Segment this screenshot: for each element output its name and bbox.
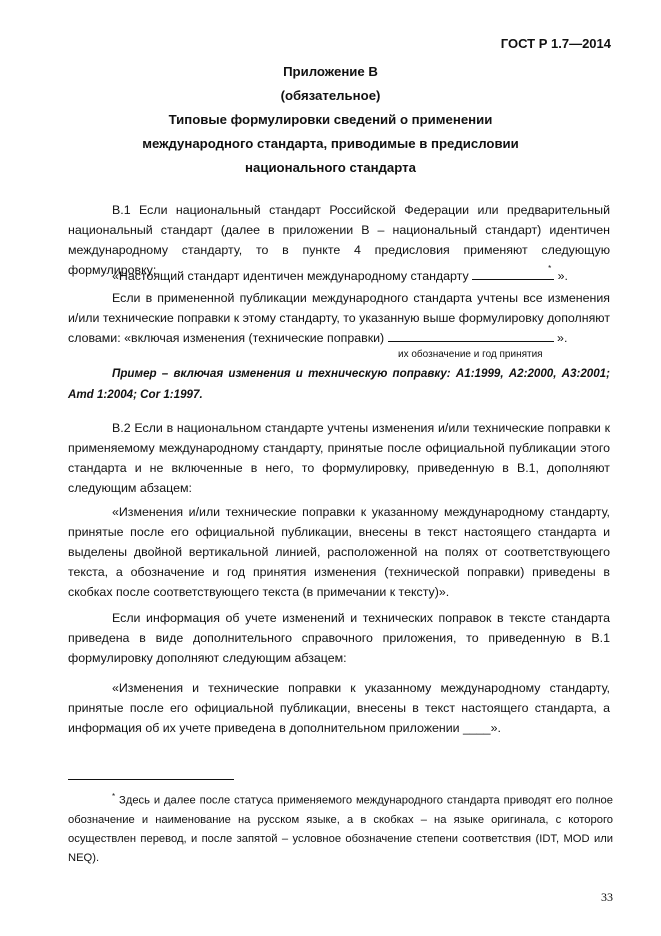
b1-quote-text: «Настоящий стандарт идентичен международному стандарту: [112, 269, 473, 283]
example-text: Пример – включая изменения и техническую поправку: А1:1999, А2:2000, А3:2001; Amd 1:2004; Cor 1:1997.: [68, 367, 610, 401]
blank-line: [388, 328, 554, 342]
b1-changes-end: ».: [553, 331, 568, 345]
paragraph-b1-changes: [68, 288, 610, 348]
appendix-heading-line-2: международного стандарта, приводимые в предисловии: [142, 136, 519, 151]
paragraph-b2-quote: «Изменения и/или технические поправки к указанному международному стандарту, принятые после его официальной публикации, внесены в текст настоящего стандарта и выделены двойной вертикальной линией, расположенной на полях от соответствующего текста, а обозначение и год принятия изменения (технической поправки) приведены в скобках после соответствующего текста (в примечании к тексту)».: [68, 505, 610, 599]
appendix-heading-line-3: национального стандарта: [245, 160, 416, 175]
blank-caption: их обозначение и год принятия: [398, 349, 543, 360]
blank-line: [472, 266, 554, 280]
footnote-separator: [68, 779, 234, 780]
paragraph-b2-info: Если информация об учете изменений и технических поправок в тексте стандарта приведена в виде дополнительного справочного приложения, то приведенную в В.1 формулировку дополняют следующим абзацем:: [68, 611, 610, 665]
footnote-marker: *: [548, 264, 552, 273]
footnote-text: Здесь и далее после статуса применяемого международного стандарта приводят его полное обозначение и наименование на русском языке, а в скобках – на языке оригинала, с которого осуществлен перевод, и после запятой – условное обозначение степени соответствия (IDT, MOD или NEQ).: [68, 794, 613, 864]
appendix-title: Приложение В: [283, 64, 378, 79]
paragraph-b2-info-quote: «Изменения и технические поправки к указанному международному стандарту, принятые после его официальной публикации, внесены в текст настоящего стандарта, а информация об их учете приведена в дополнительном приложении ____».: [68, 681, 610, 735]
footnote-marker: *: [112, 792, 116, 801]
page-number: 33: [601, 890, 613, 904]
document-standard-id: ГОСТ Р 1.7—2014: [500, 36, 611, 51]
appendix-heading-line-1: Типовые формулировки сведений о применении: [168, 112, 493, 127]
b1-changes-text: Если в примененной публикации международного стандарта учтены все изменения и/или технические поправки к этому стандарту, то указанную выше формулировку дополняют словами: «включая изменения (технические поправки): [68, 291, 610, 345]
b1-quote-end: ».: [554, 269, 568, 283]
paragraph-b1: В.1 Если национальный стандарт Российской Федерации или предварительный национальный стандарт (далее в приложении В – национальный стандарт) идентичен международному стандарту, то в пункте 4 предисловия применяют следующую формулировку:: [68, 203, 610, 277]
footnote: [68, 787, 613, 868]
paragraph-b2: В.2 Если в национальном стандарте учтены изменения и/или технические поправки к применяемому международному стандарту, принятые после официальной публикации этого стандарта и не включенные в него, то формулировку, приведенную в В.1, дополняют следующим абзацем:: [68, 421, 610, 495]
paragraph-b1-quote: [68, 266, 610, 286]
appendix-status: (обязательное): [280, 88, 381, 103]
